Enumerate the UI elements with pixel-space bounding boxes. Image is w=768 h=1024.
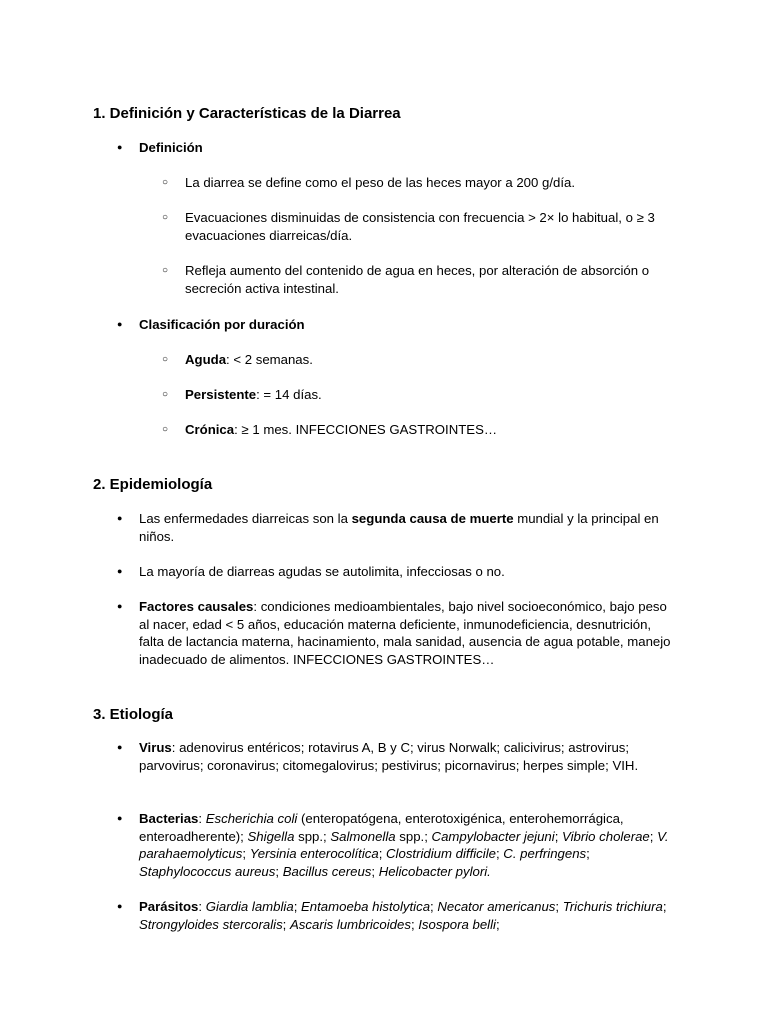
section-heading: 2. Epidemiología — [93, 476, 213, 493]
bullet-disc: ● — [117, 142, 123, 152]
text-run: ; — [430, 899, 438, 914]
section-heading: 1. Definición y Características de la Diarrea — [93, 105, 401, 122]
bullet-disc: ● — [117, 901, 123, 911]
list-item-virus: Virus: adenovirus entéricos; rotavirus A, B y C; virus Norwalk; calicivirus; astrovirus; parvovirus; coronavirus; citomegalovirus; pestivirus; picornavirus; herpes simple; VIH. — [139, 740, 639, 773]
list-item: Persistente: = 14 días. — [185, 387, 322, 402]
text-run: ; — [554, 828, 563, 844]
list-item: Evacuaciones disminuidas de consistencia con frecuencia > 2× lo habitual, o ≥ 3 evacuaciones diarreicas/día. — [185, 210, 655, 243]
list-item-label: Definición — [139, 140, 203, 155]
bullet-disc: ● — [117, 813, 123, 823]
text-run: ; — [555, 899, 563, 914]
text-run: ; — [282, 916, 290, 932]
list-item-parasitos: Parásitos: Giardia lamblia; Entamoeba histolytica; Necator americanus; Trichuris trichiura; Strongyloides stercoralis; Ascaris lumbricoides; Isospora belli; — [139, 899, 667, 932]
list-item: Aguda: < 2 semanas. — [185, 352, 313, 367]
bullet-circle: ○ — [162, 354, 169, 365]
species-name: Isospora belli — [418, 916, 496, 932]
bullet-circle: ○ — [162, 389, 169, 400]
text-run: ; — [586, 846, 590, 861]
species-name: Ascaris lumbricoides — [290, 916, 411, 932]
species-name: Staphylococcus aureus — [139, 863, 276, 879]
bullet-circle: ○ — [162, 177, 169, 188]
text-run: ; — [293, 899, 302, 914]
text-run: ; — [371, 863, 379, 879]
list-item-label: Clasificación por duración — [139, 317, 305, 332]
text-run: ; — [410, 916, 419, 932]
species-name: Yersinia enterocolítica — [249, 846, 379, 861]
list-item: La diarrea se define como el peso de las heces mayor a 200 g/día. — [185, 175, 576, 190]
text-run: (enteropatógena, enterotoxigénica, enterohemorrágica, enteroadherente); — [139, 811, 624, 844]
species-name: Trichuris trichiura — [562, 899, 663, 914]
section-heading: 3. Etiología — [93, 706, 174, 723]
species-name: Necator americanus — [437, 899, 556, 914]
text-run: spp.; — [294, 828, 331, 844]
species-name: Giardia lamblia — [205, 899, 294, 914]
species-name: V. parahaemolyticus — [139, 828, 669, 861]
bullet-circle: ○ — [162, 212, 169, 223]
species-name: Clostridium difficile — [386, 846, 496, 861]
list-item: Crónica: ≥ 1 mes. INFECCIONES GASTROINTES… — [185, 422, 498, 437]
list-item: Refleja aumento del contenido de agua en heces, por alteración de absorción o secreción activa intestinal. — [185, 263, 650, 296]
text-run: ; — [495, 916, 500, 932]
species-name: Escherichia coli — [205, 811, 298, 826]
bullet-circle: ○ — [162, 265, 169, 276]
bullet-circle: ○ — [162, 424, 169, 435]
bullet-disc: ● — [117, 601, 123, 611]
text-run: ; — [378, 846, 387, 861]
species-name: Strongyloides stercoralis — [139, 916, 283, 932]
text-run: ; — [495, 846, 504, 861]
species-name: Salmonella — [330, 828, 396, 844]
list-item: Las enfermedades diarreicas son la segunda causa de muerte mundial y la principal en niños. — [139, 511, 659, 544]
species-name: Helicobacter pylori. — [378, 863, 491, 879]
species-name: Campylobacter jejuni — [431, 828, 555, 844]
species-name: Entamoeba histolytica — [301, 899, 431, 914]
bullet-disc: ● — [117, 319, 123, 329]
bullet-disc: ● — [117, 513, 123, 523]
text-run: : — [198, 811, 206, 826]
text-run: ; — [649, 828, 658, 844]
text-run: ; — [275, 863, 283, 879]
species-name: C. perfringens — [503, 846, 587, 861]
list-item-bacterias: Bacterias: Escherichia coli (enteropatógena, enterotoxigénica, enterohemorrágica, enteroadherente); Shigella spp.; Salmonella spp.; Campylobacter jejuni; Vibrio cholerae; V. parahaemolyticus; Yersinia enterocolítica; Clostridium difficile; C. perfringens; Staphylococcus aureus; Bacillus cereus; Helicobacter pylori. — [139, 811, 669, 879]
species-name: Shigella — [247, 828, 295, 844]
species-name: Vibrio cholerae — [562, 828, 650, 844]
species-name: Bacillus cereus — [282, 863, 372, 879]
text-run: : — [198, 899, 206, 914]
list-item: Factores causales: condiciones medioambientales, bajo nivel socioeconómico, bajo peso al nacer, edad < 5 años, educación materna deficiente, inmunodeficiencia, desnutrición, falta de lactancia materna, hacinamiento, mala sanidad, ausencia de agua potable, manejo inadecuado de alimentos. INFECCIONES GASTROINTES… — [139, 599, 671, 667]
text-run: spp.; — [395, 828, 432, 844]
list-item: La mayoría de diarreas agudas se autolimita, infecciosas o no. — [139, 564, 505, 579]
text-run: ; — [662, 899, 667, 914]
bullet-disc: ● — [117, 566, 123, 576]
text-run: ; — [242, 846, 250, 861]
bullet-disc: ● — [117, 742, 123, 752]
